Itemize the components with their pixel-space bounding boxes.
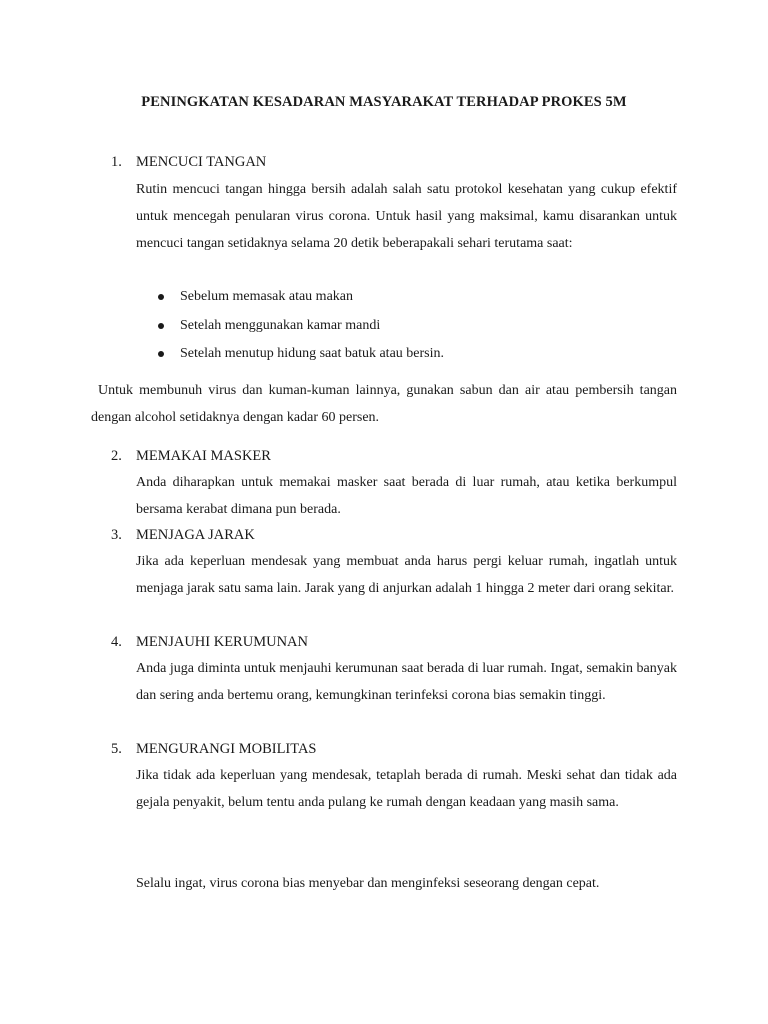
section-4-heading: MENJAUHI KERUMUNAN [136,634,308,650]
section-3-body: Jika ada keperluan mendesak yang membuat anda harus pergi keluar rumah, ingatlah untuk menjaga jarak satu sama lain. Jarak yang di anjurkan adalah 1 hingga 2 meter dari orang sekitar. [136,554,677,596]
section-5-heading: MENGURANGI MOBILITAS [136,741,317,757]
section-3-heading: MENJAGA JARAK [136,527,255,543]
section-3-number: 3. [111,527,122,543]
bullet-item [158,344,444,373]
section-5-body: Jika tidak ada keperluan yang mendesak, tetaplah berada di rumah. Meski sehat dan tidak ada gejala penyakit, belum tentu anda pulang ke rumah dengan keadaan yang masih sama. [136,768,677,810]
section-1-body: Rutin mencuci tangan hingga bersih adalah salah satu protokol kesehatan yang cukup efektif untuk mencegah penularan virus corona. Untuk hasil yang maksimal, kamu disarankan untuk mencuci tangan setidaknya selama 20 detik beberapakali sehari terutama saat: [136,182,677,251]
bullet-item [158,287,444,316]
section-4-number: 4. [111,634,122,650]
section-2-number: 2. [111,448,122,464]
bullet-text: Sebelum memasak atau makan [180,289,353,304]
section-4-body: Anda juga diminta untuk menjauhi kerumunan saat berada di luar rumah. Ingat, semakin banyak dan sering anda bertemu orang, kemungkinan terinfeksi corona bias semakin tinggi. [136,661,677,703]
section-1-bullet-list [158,287,444,373]
section-5-number: 5. [111,741,122,757]
bullet-dot-icon [158,294,164,300]
section-1-heading: MENCUCI TANGAN [136,154,267,170]
section-2-heading: MEMAKAI MASKER [136,448,271,464]
section-1-followup-paragraph [91,377,677,431]
bullet-item [158,316,444,345]
bullet-dot-icon [158,323,164,329]
section-1-followup-text: Untuk membunuh virus dan kuman-kuman lainnya, gunakan sabun dan air atau pembersih tangan dengan alcohol setidaknya dengan kadar 60 persen. [91,383,677,425]
section-2-body: Anda diharapkan untuk memakai masker saat berada di luar rumah, atau ketika berkumpul bersama kerabat dimana pun berada. [136,475,677,517]
section-1-number: 1. [111,154,122,170]
closing-sentence: Selalu ingat, virus corona bias menyebar dan menginfeksi seseorang dengan cepat. [136,876,600,891]
document-title: PENINGKATAN KESADARAN MASYARAKAT TERHADAP PROKES 5M [141,94,627,110]
bullet-text: Setelah menggunakan kamar mandi [180,317,381,333]
bullet-dot-icon [158,351,164,357]
bullet-text: Setelah menutup hidung saat batuk atau bersin. [180,346,444,361]
